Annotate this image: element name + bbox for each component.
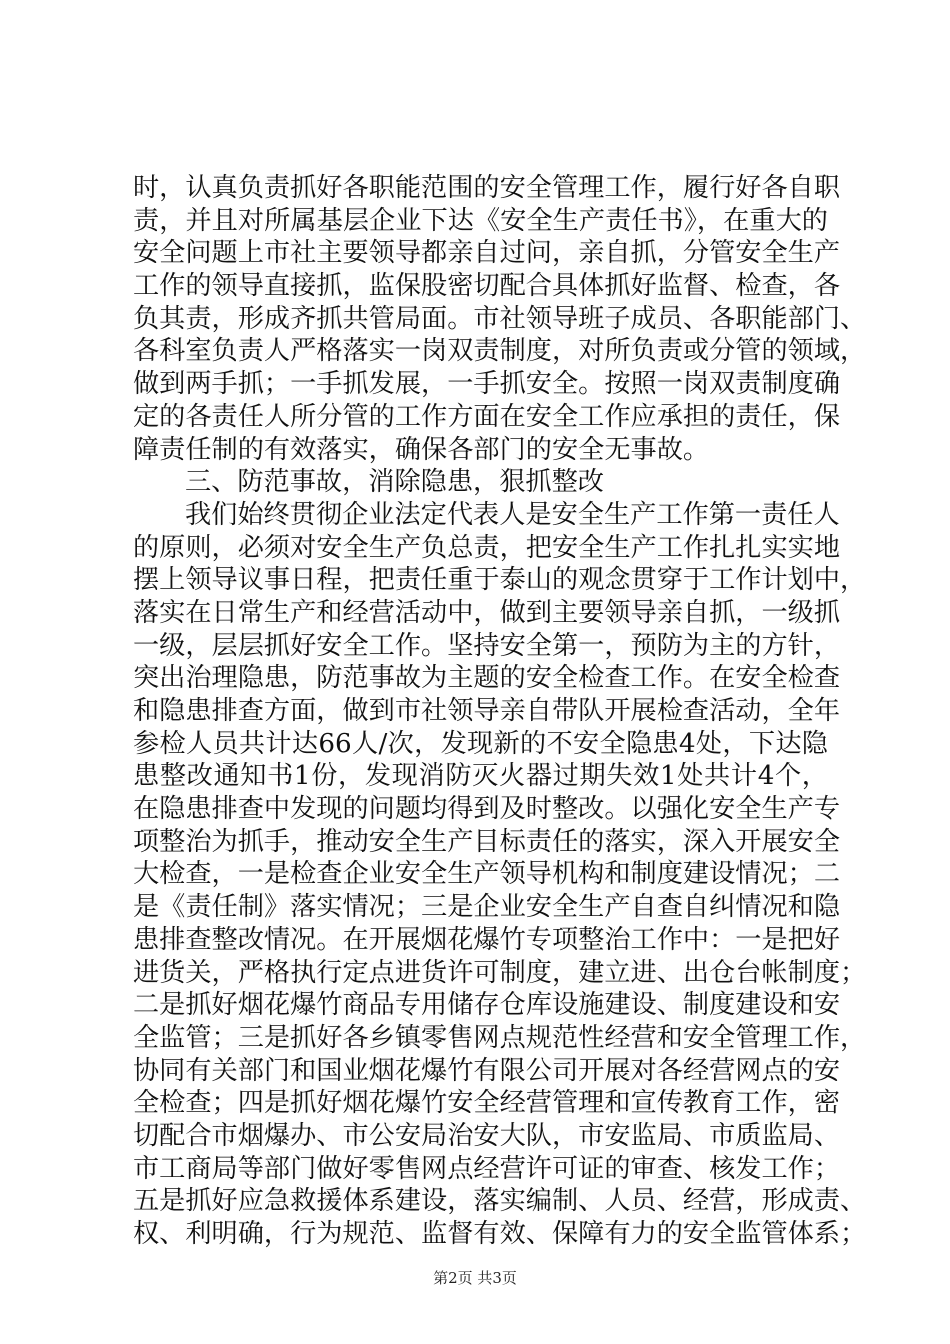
text-line: 是《责任制》落实情况；三是企业安全生产自查自纠情况和隐 [133, 892, 841, 923]
text-line: 各科室负责人严格落实一岗双责制度，对所负责或分管的领域， [133, 336, 867, 367]
text-line: 障责任制的有效落实，确保各部门的安全无事故。 [133, 434, 710, 465]
text-line: 全检查；四是抓好烟花爆竹安全经营管理和宣传教育工作，密 [133, 1088, 841, 1119]
text-line: 的原则，必须对安全生产负总责，把安全生产工作扎扎实实地 [133, 532, 841, 563]
text-line: 和隐患排查方面，做到市社领导亲自带队开展检查活动，全年 [133, 696, 841, 726]
text-line: 一级，层层抓好安全工作。坚持安全第一，预防为主的方针， [133, 630, 841, 661]
text-line: 我们始终贯彻企业法定代表人是安全生产工作第一责任人 [185, 499, 840, 530]
text-line: 项整治为抓手，推动安全生产目标责任的落实，深入开展安全 [133, 826, 841, 857]
page-number-footer: 第2页 共3页 [433, 1269, 517, 1287]
text-line: 突出治理隐患，防范事故为主题的安全检查工作。在安全检查 [133, 663, 841, 694]
text-line: 五是抓好应急救援体系建设，落实编制、人员、经营，形成责、 [133, 1186, 867, 1217]
text-line: 患整改通知书1份，发现消防灭火器过期失效1处共计4个， [133, 761, 828, 792]
section-heading: 三、防范事故，消除隐患，狠抓整改 [185, 467, 604, 498]
text-line: 负其责，形成齐抓共管局面。市社领导班子成员、各职能部门、 [133, 303, 867, 334]
text-line: 市工商局等部门做好零售网点经营许可证的审查、核发工作； [133, 1153, 841, 1184]
text-line: 定的各责任人所分管的工作方面在安全工作应承担的责任，保 [133, 401, 841, 432]
text-line: 在隐患排查中发现的问题均得到及时整改。以强化安全生产专 [133, 794, 841, 825]
text-line: 落实在日常生产和经营活动中，做到主要领导亲自抓，一级抓 [133, 597, 841, 628]
text-line: 大检查，一是检查企业安全生产领导机构和制度建设情况；二 [133, 859, 841, 890]
text-line: 参检人员共计达66人/次，发现新的不安全隐患4处，下达隐 [133, 728, 828, 759]
text-line: 全监管；三是抓好各乡镇零售网点规范性经营和安全管理工作， [133, 1022, 867, 1053]
text-line: 时，认真负责抓好各职能范围的安全管理工作，履行好各自职 [133, 173, 841, 203]
body-text [133, 172, 867, 1251]
text-line: 切配合市烟爆办、市公安局治安大队，市安监局、市质监局、 [133, 1120, 841, 1151]
text-line: 患排查整改情况。在开展烟花爆竹专项整治工作中：一是把好 [133, 924, 841, 955]
text-line: 责，并且对所属基层企业下达《安全生产责任书》，在重大的 [133, 205, 828, 236]
text-line: 安全问题上市社主要领导都亲自过问，亲自抓，分管安全生产 [133, 238, 841, 269]
text-line: 进货关，严格执行定点进货许可制度，建立进、出仓台帐制度； [133, 957, 867, 988]
text-line: 工作的领导直接抓，监保股密切配合具体抓好监督、检查，各 [133, 271, 841, 302]
text-line: 摆上领导议事日程，把责任重于泰山的观念贯穿于工作计划中， [133, 565, 867, 596]
text-line: 做到两手抓；一手抓发展，一手抓安全。按照一岗双责制度确 [133, 369, 841, 400]
text-line: 权、利明确，行为规范、监督有效、保障有力的安全监管体系； [133, 1219, 867, 1249]
text-line: 协同有关部门和国业烟花爆竹有限公司开展对各经营网点的安 [133, 1055, 841, 1086]
text-line: 二是抓好烟花爆竹商品专用储存仓库设施建设、制度建设和安 [133, 990, 841, 1021]
